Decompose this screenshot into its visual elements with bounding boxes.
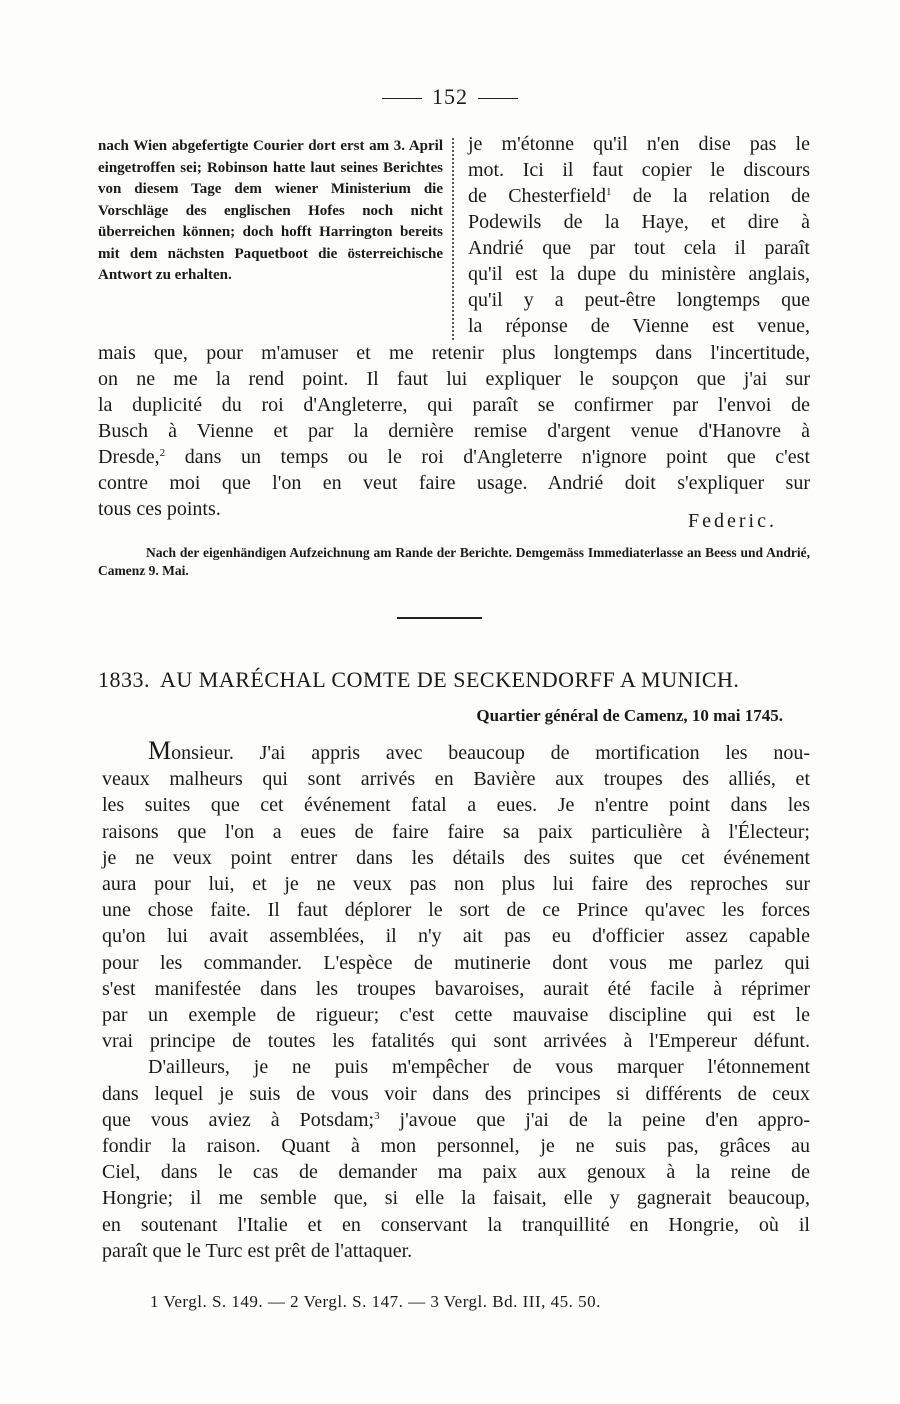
text-line: je ne veux point entrer dans les détails des suites que cet événement [102, 846, 810, 869]
text-line: paraît que le Turc est prêt de l'attaquer. [102, 1239, 413, 1262]
text-line: la réponse de Vienne est venue, [468, 315, 810, 337]
footnote-marker: 1 [605, 186, 612, 198]
paragraph-2 [102, 1054, 810, 1264]
text-line: s'est manifestée dans les troupes bavaroises, aurait été facile à réprimer [102, 977, 810, 1000]
text-line: aura pour lui, et je ne veux pas non plus lui faire des reproches sur [102, 873, 810, 896]
text-line: tous ces points. [98, 498, 221, 520]
text-line-first [102, 738, 810, 766]
text-line: dans lequel je suis de vous voir dans des principes si différents de ceux [102, 1082, 810, 1105]
text-line: qu'il y a peut-être longtemps que [468, 289, 810, 311]
text-line: Andrié que par tout cela il paraît [468, 237, 810, 259]
text-line: Hongrie; il me semble que, si elle la faisait, elle y gagnerait beaucoup, [102, 1187, 810, 1210]
column-divider [452, 138, 454, 340]
initial-letter: M [148, 736, 172, 765]
text-line: mot. Ici il faut copier le discours [468, 159, 810, 181]
letter-heading [98, 667, 810, 693]
signature: Federic. [688, 510, 777, 532]
text-line: D'ailleurs, je ne puis m'empêcher de vous marquer l'étonnement [148, 1056, 810, 1079]
page-number-line [0, 84, 900, 110]
full-width-paragraph [98, 340, 810, 522]
page-number-dash-left [382, 98, 422, 99]
source-note: Nach der eigenhändigen Aufzeichnung am Rande der Berichte. Demgemäss Immediaterlasse an Beess und Andrié, Camenz 9. Mai. [98, 545, 810, 578]
page-number-dash-right [478, 98, 518, 99]
footnote-marker: 3 [374, 1109, 380, 1122]
footnote-marker: 2 [159, 447, 166, 459]
text-line-potsdam [102, 1107, 810, 1133]
text-fragment: que vous aviez à Potsdam; [102, 1108, 375, 1131]
text-line: mais que, pour m'amuser et me retenir plus longtemps dans l'incertitude, [98, 342, 810, 364]
dateline: Quartier général de Camenz, 10 mai 1745. [476, 706, 783, 725]
text-line: Busch à Vienne et par la dernière remise d'argent venue d'Hanovre à [98, 420, 810, 442]
text-fragment: dans un temps ou le roi d'Angleterre n'ignore point que c'est [184, 446, 810, 468]
text-line: fondir la raison. Quant à mon personnel, je ne suis pas, grâces au [102, 1135, 810, 1158]
section-separator [397, 617, 482, 619]
text-line: on ne me la rend point. Il faut lui expliquer le soupçon que j'ai sur [98, 368, 810, 390]
text-fragment: onsieur. J'ai appris avec beaucoup de mortification les nou- [171, 742, 810, 764]
letter-body [102, 738, 810, 1264]
text-line-chesterfield [468, 183, 810, 209]
text-line: veaux malheurs qui sont arrivés en Bavière aux troupes des alliés, et [102, 768, 810, 791]
text-line: la duplicité du roi d'Angleterre, qui paraît se confirmer par l'envoi de [98, 394, 810, 416]
text-line: Podewils de la Haye, et dire à [468, 211, 810, 233]
text-line: je m'étonne qu'il n'en dise pas le [468, 133, 810, 155]
text-line: une chose faite. Il faut déplorer le sort de ce Prince qu'avec les forces [102, 899, 810, 922]
paragraph-1 [102, 738, 810, 1054]
text-line: vrai principe de toutes les fatalités qui sont arrivées à l'Empereur défunt. [102, 1030, 810, 1053]
text-fragment: de la relation de [632, 185, 811, 207]
text-fragment: j'avoue que j'ai de la peine d'en appro- [399, 1108, 810, 1131]
text-line: qu'on lui avait assemblées, il n'y ait pas eu d'officier assez capable [102, 925, 810, 948]
text-line: contre moi que l'on en veut faire usage. Andrié doit s'expliquer sur [98, 472, 810, 494]
text-fragment: de Chesterfield [468, 185, 606, 207]
right-column-text [468, 131, 810, 339]
letter-number: 1833. [98, 667, 150, 692]
footnotes: 1 Vergl. S. 149. — 2 Vergl. S. 147. — 3 Vergl. Bd. III, 45. 50. [150, 1292, 601, 1311]
text-line: les suites que cet événement fatal a eues. Je n'entre point dans les [102, 794, 810, 817]
text-line-dresde [98, 444, 810, 470]
text-line: Ciel, dans le cas de demander ma paix aux genoux à la reine de [102, 1161, 810, 1184]
text-fragment: Dresde, [98, 446, 160, 468]
letter-title: AU MARÉCHAL COMTE DE SECKENDORFF A MUNICH. [160, 667, 740, 692]
text-line: pour les commander. L'espèce de mutinerie dont vous me parlez qui [102, 951, 810, 974]
text-line: raisons que l'on a eues de faire faire sa paix particulière à l'Électeur; [102, 820, 810, 843]
left-margin-note: nach Wien abgefertigte Courier dort erst am 3. April eingetroffen sei; Robinson hatte laut seines Berichtes von diesem Tage dem wiener Ministerium die Vorschläge des englischen Hofes noch nicht überreichen können; doch hofft Harrington bereits mit dem nächsten Paquetboot die österreichische Antwort zu erhalten. [98, 138, 443, 283]
text-line: en soutenant l'Italie et en conservant la tranquillité en Hongrie, où il [102, 1213, 810, 1236]
page-number: 152 [432, 84, 468, 109]
text-line: qu'il est la dupe du ministère anglais, [468, 263, 810, 285]
text-line: par un exemple de rigueur; c'est cette mauvaise discipline qui est le [102, 1004, 810, 1027]
